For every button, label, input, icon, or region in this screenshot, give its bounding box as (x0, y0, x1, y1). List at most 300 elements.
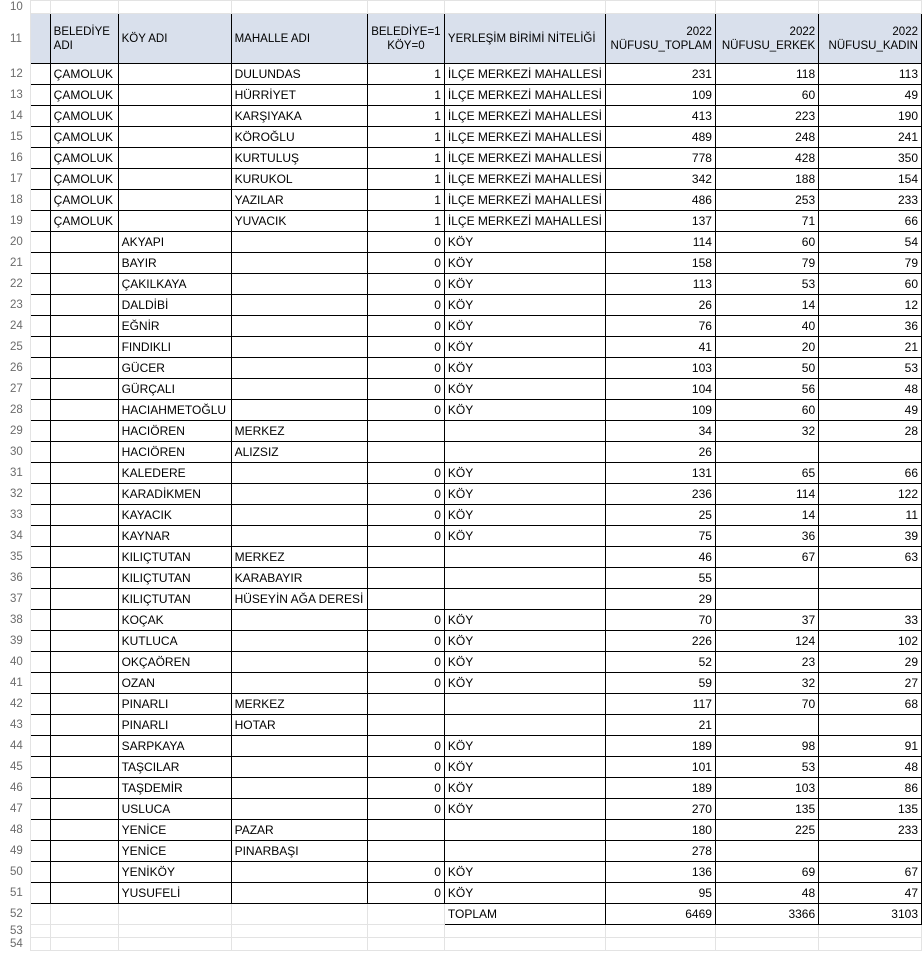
belediye-koy-cell[interactable] (367, 715, 444, 736)
yerlesim-cell[interactable]: İLÇE MERKEZİ MAHALLESİ (444, 106, 605, 127)
cell[interactable] (367, 938, 444, 951)
nufus-erkek-cell[interactable]: 53 (715, 274, 818, 295)
belediye-adi-cell[interactable] (50, 295, 118, 316)
blank-cell[interactable] (31, 316, 50, 337)
blank-cell[interactable] (31, 757, 50, 778)
koy-adi-cell[interactable]: BAYIR (118, 253, 231, 274)
koy-adi-cell[interactable]: YENİCE (118, 841, 231, 862)
mahalle-adi-cell[interactable] (231, 358, 367, 379)
header-koy-adi[interactable]: KÖY ADI (118, 14, 231, 64)
cell[interactable] (118, 925, 231, 938)
nufus-kadin-cell[interactable]: 39 (819, 526, 922, 547)
nufus-kadin-cell[interactable]: 21 (819, 337, 922, 358)
blank-cell[interactable] (31, 358, 50, 379)
nufus-erkek-cell[interactable]: 124 (715, 631, 818, 652)
nufus-toplam-cell[interactable]: 778 (605, 148, 715, 169)
koy-adi-cell[interactable]: KUTLUCA (118, 631, 231, 652)
nufus-kadin-cell[interactable]: 68 (819, 694, 922, 715)
blank-cell[interactable] (31, 526, 50, 547)
blank-cell[interactable] (31, 820, 50, 841)
mahalle-adi-cell[interactable]: HÜRRİYET (231, 85, 367, 106)
yerlesim-cell[interactable] (444, 589, 605, 610)
koy-adi-cell[interactable]: KILIÇTUTAN (118, 568, 231, 589)
nufus-toplam-cell[interactable]: 41 (605, 337, 715, 358)
koy-adi-cell[interactable]: KAYACIK (118, 505, 231, 526)
mahalle-adi-cell[interactable]: KURTULUŞ (231, 148, 367, 169)
belediye-adi-cell[interactable] (50, 232, 118, 253)
yerlesim-cell[interactable]: İLÇE MERKEZİ MAHALLESİ (444, 127, 605, 148)
nufus-toplam-cell[interactable]: 189 (605, 736, 715, 757)
belediye-koy-cell[interactable]: 0 (367, 526, 444, 547)
koy-adi-cell[interactable]: HACIAHMETOĞLU (118, 400, 231, 421)
nufus-erkek-cell[interactable] (715, 568, 818, 589)
yerlesim-cell[interactable]: KÖY (444, 673, 605, 694)
mahalle-adi-cell[interactable] (231, 883, 367, 904)
koy-adi-cell[interactable] (118, 169, 231, 190)
nufus-toplam-cell[interactable]: 104 (605, 379, 715, 400)
koy-adi-cell[interactable]: HACIÖREN (118, 442, 231, 463)
header-nufus-toplam[interactable]: 2022 NÜFUSU_TOPLAM (605, 14, 715, 64)
belediye-adi-cell[interactable]: ÇAMOLUK (50, 169, 118, 190)
nufus-erkek-cell[interactable]: 79 (715, 253, 818, 274)
mahalle-adi-cell[interactable] (231, 274, 367, 295)
koy-adi-cell[interactable]: DALDİBİ (118, 295, 231, 316)
nufus-erkek-cell[interactable] (715, 715, 818, 736)
nufus-toplam-cell[interactable]: 413 (605, 106, 715, 127)
belediye-adi-cell[interactable] (50, 841, 118, 862)
cell[interactable] (444, 925, 605, 938)
koy-adi-cell[interactable]: OZAN (118, 673, 231, 694)
belediye-adi-cell[interactable] (50, 568, 118, 589)
belediye-adi-cell[interactable] (50, 274, 118, 295)
nufus-kadin-cell[interactable]: 48 (819, 757, 922, 778)
nufus-kadin-cell[interactable]: 66 (819, 463, 922, 484)
belediye-koy-cell[interactable]: 0 (367, 883, 444, 904)
blank-cell[interactable] (31, 841, 50, 862)
yerlesim-cell[interactable]: İLÇE MERKEZİ MAHALLESİ (444, 169, 605, 190)
nufus-kadin-cell[interactable]: 102 (819, 631, 922, 652)
nufus-erkek-cell[interactable]: 20 (715, 337, 818, 358)
yerlesim-cell[interactable]: KÖY (444, 274, 605, 295)
belediye-koy-cell[interactable]: 0 (367, 337, 444, 358)
total-erkek[interactable]: 3366 (715, 904, 818, 925)
mahalle-adi-cell[interactable] (231, 673, 367, 694)
belediye-adi-cell[interactable] (50, 757, 118, 778)
blank-cell[interactable] (31, 106, 50, 127)
belediye-adi-cell[interactable] (50, 463, 118, 484)
belediye-adi-cell[interactable] (50, 358, 118, 379)
header-nufus-erkek[interactable]: 2022 NÜFUSU_ERKEK (715, 14, 818, 64)
cell[interactable] (31, 904, 50, 925)
nufus-kadin-cell[interactable]: 49 (819, 85, 922, 106)
blank-cell[interactable] (31, 400, 50, 421)
belediye-koy-cell[interactable]: 1 (367, 64, 444, 85)
yerlesim-cell[interactable]: KÖY (444, 778, 605, 799)
belediye-koy-cell[interactable]: 0 (367, 862, 444, 883)
belediye-adi-cell[interactable] (50, 379, 118, 400)
koy-adi-cell[interactable]: PINARLI (118, 715, 231, 736)
nufus-kadin-cell[interactable]: 48 (819, 379, 922, 400)
belediye-adi-cell[interactable] (50, 652, 118, 673)
blank-cell[interactable] (31, 64, 50, 85)
nufus-erkek-cell[interactable]: 14 (715, 295, 818, 316)
belediye-adi-cell[interactable] (50, 337, 118, 358)
blank-cell[interactable] (31, 442, 50, 463)
cell[interactable] (819, 1, 922, 14)
nufus-kadin-cell[interactable]: 27 (819, 673, 922, 694)
yerlesim-cell[interactable]: KÖY (444, 379, 605, 400)
koy-adi-cell[interactable]: YENİCE (118, 820, 231, 841)
koy-adi-cell[interactable]: KALEDERE (118, 463, 231, 484)
nufus-kadin-cell[interactable]: 233 (819, 190, 922, 211)
total-label[interactable]: TOPLAM (444, 904, 605, 925)
koy-adi-cell[interactable] (118, 106, 231, 127)
belediye-koy-cell[interactable] (367, 568, 444, 589)
blank-cell[interactable] (31, 421, 50, 442)
cell[interactable] (31, 1, 50, 14)
cell[interactable] (118, 938, 231, 951)
belediye-koy-cell[interactable]: 0 (367, 673, 444, 694)
cell[interactable] (231, 938, 367, 951)
blank-cell[interactable] (31, 547, 50, 568)
yerlesim-cell[interactable]: İLÇE MERKEZİ MAHALLESİ (444, 190, 605, 211)
koy-adi-cell[interactable]: KILIÇTUTAN (118, 589, 231, 610)
belediye-koy-cell[interactable]: 1 (367, 190, 444, 211)
mahalle-adi-cell[interactable]: MERKEZ (231, 547, 367, 568)
mahalle-adi-cell[interactable] (231, 778, 367, 799)
nufus-kadin-cell[interactable] (819, 442, 922, 463)
koy-adi-cell[interactable]: GÜRÇALI (118, 379, 231, 400)
koy-adi-cell[interactable] (118, 211, 231, 232)
cell[interactable] (118, 1, 231, 14)
belediye-koy-cell[interactable]: 0 (367, 484, 444, 505)
nufus-kadin-cell[interactable]: 91 (819, 736, 922, 757)
yerlesim-cell[interactable]: İLÇE MERKEZİ MAHALLESİ (444, 64, 605, 85)
nufus-erkek-cell[interactable]: 32 (715, 421, 818, 442)
nufus-toplam-cell[interactable]: 101 (605, 757, 715, 778)
koy-adi-cell[interactable]: SARPKAYA (118, 736, 231, 757)
mahalle-adi-cell[interactable] (231, 400, 367, 421)
mahalle-adi-cell[interactable]: ALIZSIZ (231, 442, 367, 463)
belediye-adi-cell[interactable] (50, 400, 118, 421)
nufus-toplam-cell[interactable]: 489 (605, 127, 715, 148)
nufus-kadin-cell[interactable] (819, 589, 922, 610)
blank-cell[interactable] (31, 379, 50, 400)
cell[interactable] (819, 938, 922, 951)
blank-cell[interactable] (31, 85, 50, 106)
koy-adi-cell[interactable]: YUSUFELİ (118, 883, 231, 904)
cell[interactable] (50, 1, 118, 14)
mahalle-adi-cell[interactable] (231, 505, 367, 526)
belediye-adi-cell[interactable] (50, 526, 118, 547)
mahalle-adi-cell[interactable] (231, 631, 367, 652)
nufus-kadin-cell[interactable]: 241 (819, 127, 922, 148)
koy-adi-cell[interactable]: EĞNİR (118, 316, 231, 337)
cell[interactable] (715, 1, 818, 14)
mahalle-adi-cell[interactable] (231, 379, 367, 400)
mahalle-adi-cell[interactable] (231, 316, 367, 337)
mahalle-adi-cell[interactable] (231, 757, 367, 778)
yerlesim-cell[interactable]: KÖY (444, 610, 605, 631)
belediye-adi-cell[interactable] (50, 547, 118, 568)
blank-cell[interactable] (31, 295, 50, 316)
belediye-koy-cell[interactable]: 0 (367, 274, 444, 295)
mahalle-adi-cell[interactable] (231, 652, 367, 673)
nufus-toplam-cell[interactable]: 34 (605, 421, 715, 442)
blank-cell[interactable] (31, 568, 50, 589)
blank-cell[interactable] (31, 253, 50, 274)
yerlesim-cell[interactable]: KÖY (444, 526, 605, 547)
nufus-toplam-cell[interactable]: 70 (605, 610, 715, 631)
cell[interactable] (444, 938, 605, 951)
nufus-erkek-cell[interactable]: 40 (715, 316, 818, 337)
belediye-koy-cell[interactable] (367, 694, 444, 715)
cell[interactable] (50, 925, 118, 938)
yerlesim-cell[interactable]: KÖY (444, 799, 605, 820)
koy-adi-cell[interactable]: KILIÇTUTAN (118, 547, 231, 568)
belediye-koy-cell[interactable] (367, 820, 444, 841)
nufus-erkek-cell[interactable]: 188 (715, 169, 818, 190)
mahalle-adi-cell[interactable] (231, 295, 367, 316)
nufus-erkek-cell[interactable]: 428 (715, 148, 818, 169)
nufus-toplam-cell[interactable]: 486 (605, 190, 715, 211)
nufus-kadin-cell[interactable]: 113 (819, 64, 922, 85)
nufus-kadin-cell[interactable]: 63 (819, 547, 922, 568)
total-kadin[interactable]: 3103 (819, 904, 922, 925)
nufus-erkek-cell[interactable]: 69 (715, 862, 818, 883)
belediye-koy-cell[interactable]: 1 (367, 127, 444, 148)
header-belediye-koy[interactable]: BELEDİYE=1 KÖY=0 (367, 14, 444, 64)
mahalle-adi-cell[interactable]: MERKEZ (231, 694, 367, 715)
nufus-toplam-cell[interactable]: 137 (605, 211, 715, 232)
nufus-toplam-cell[interactable]: 75 (605, 526, 715, 547)
nufus-toplam-cell[interactable]: 114 (605, 232, 715, 253)
nufus-kadin-cell[interactable]: 49 (819, 400, 922, 421)
belediye-adi-cell[interactable] (50, 883, 118, 904)
nufus-kadin-cell[interactable]: 233 (819, 820, 922, 841)
nufus-toplam-cell[interactable]: 26 (605, 295, 715, 316)
cell[interactable] (50, 904, 118, 925)
nufus-kadin-cell[interactable]: 135 (819, 799, 922, 820)
mahalle-adi-cell[interactable] (231, 232, 367, 253)
belediye-koy-cell[interactable] (367, 841, 444, 862)
blank-cell[interactable] (31, 190, 50, 211)
yerlesim-cell[interactable] (444, 715, 605, 736)
nufus-erkek-cell[interactable]: 56 (715, 379, 818, 400)
belediye-koy-cell[interactable] (367, 442, 444, 463)
nufus-toplam-cell[interactable]: 117 (605, 694, 715, 715)
yerlesim-cell[interactable]: KÖY (444, 358, 605, 379)
nufus-kadin-cell[interactable]: 11 (819, 505, 922, 526)
blank-cell[interactable] (31, 610, 50, 631)
belediye-adi-cell[interactable] (50, 421, 118, 442)
blank-cell[interactable] (31, 505, 50, 526)
nufus-toplam-cell[interactable]: 231 (605, 64, 715, 85)
mahalle-adi-cell[interactable]: HOTAR (231, 715, 367, 736)
blank-cell[interactable] (31, 232, 50, 253)
yerlesim-cell[interactable]: KÖY (444, 505, 605, 526)
belediye-koy-cell[interactable]: 0 (367, 505, 444, 526)
nufus-kadin-cell[interactable] (819, 841, 922, 862)
nufus-toplam-cell[interactable]: 29 (605, 589, 715, 610)
belediye-koy-cell[interactable]: 0 (367, 610, 444, 631)
belediye-koy-cell[interactable]: 0 (367, 400, 444, 421)
belediye-adi-cell[interactable] (50, 316, 118, 337)
belediye-koy-cell[interactable]: 0 (367, 778, 444, 799)
nufus-erkek-cell[interactable]: 48 (715, 883, 818, 904)
belediye-adi-cell[interactable]: ÇAMOLUK (50, 190, 118, 211)
nufus-toplam-cell[interactable]: 236 (605, 484, 715, 505)
mahalle-adi-cell[interactable]: MERKEZ (231, 421, 367, 442)
cell[interactable] (31, 925, 50, 938)
nufus-erkek-cell[interactable]: 223 (715, 106, 818, 127)
nufus-toplam-cell[interactable]: 113 (605, 274, 715, 295)
nufus-toplam-cell[interactable]: 59 (605, 673, 715, 694)
belediye-koy-cell[interactable]: 0 (367, 736, 444, 757)
mahalle-adi-cell[interactable] (231, 526, 367, 547)
header-blank-cell[interactable] (31, 14, 50, 64)
mahalle-adi-cell[interactable] (231, 799, 367, 820)
nufus-erkek-cell[interactable]: 50 (715, 358, 818, 379)
blank-cell[interactable] (31, 652, 50, 673)
blank-cell[interactable] (31, 631, 50, 652)
blank-cell[interactable] (31, 484, 50, 505)
koy-adi-cell[interactable] (118, 64, 231, 85)
koy-adi-cell[interactable]: TAŞCILAR (118, 757, 231, 778)
belediye-koy-cell[interactable]: 1 (367, 211, 444, 232)
nufus-erkek-cell[interactable]: 118 (715, 64, 818, 85)
belediye-koy-cell[interactable] (367, 547, 444, 568)
yerlesim-cell[interactable]: KÖY (444, 652, 605, 673)
yerlesim-cell[interactable] (444, 568, 605, 589)
header-mahalle-adi[interactable]: MAHALLE ADI (231, 14, 367, 64)
nufus-kadin-cell[interactable]: 122 (819, 484, 922, 505)
nufus-erkek-cell[interactable] (715, 442, 818, 463)
blank-cell[interactable] (31, 778, 50, 799)
nufus-erkek-cell[interactable]: 60 (715, 400, 818, 421)
koy-adi-cell[interactable]: ÇAKILKAYA (118, 274, 231, 295)
belediye-koy-cell[interactable]: 0 (367, 253, 444, 274)
nufus-kadin-cell[interactable]: 53 (819, 358, 922, 379)
nufus-toplam-cell[interactable]: 109 (605, 85, 715, 106)
nufus-toplam-cell[interactable]: 226 (605, 631, 715, 652)
mahalle-adi-cell[interactable] (231, 862, 367, 883)
belediye-adi-cell[interactable] (50, 610, 118, 631)
nufus-erkek-cell[interactable]: 14 (715, 505, 818, 526)
header-belediye-adi[interactable]: BELEDİYE ADI (50, 14, 118, 64)
nufus-erkek-cell[interactable]: 36 (715, 526, 818, 547)
belediye-koy-cell[interactable]: 0 (367, 631, 444, 652)
cell[interactable] (367, 904, 444, 925)
nufus-erkek-cell[interactable]: 70 (715, 694, 818, 715)
koy-adi-cell[interactable]: AKYAPI (118, 232, 231, 253)
nufus-erkek-cell[interactable] (715, 589, 818, 610)
blank-cell[interactable] (31, 736, 50, 757)
nufus-kadin-cell[interactable]: 60 (819, 274, 922, 295)
belediye-koy-cell[interactable]: 1 (367, 106, 444, 127)
nufus-erkek-cell[interactable]: 37 (715, 610, 818, 631)
nufus-kadin-cell[interactable]: 67 (819, 862, 922, 883)
yerlesim-cell[interactable]: KÖY (444, 400, 605, 421)
blank-cell[interactable] (31, 127, 50, 148)
nufus-toplam-cell[interactable]: 180 (605, 820, 715, 841)
yerlesim-cell[interactable]: KÖY (444, 736, 605, 757)
nufus-toplam-cell[interactable]: 342 (605, 169, 715, 190)
belediye-adi-cell[interactable] (50, 253, 118, 274)
blank-cell[interactable] (31, 169, 50, 190)
belediye-adi-cell[interactable] (50, 778, 118, 799)
yerlesim-cell[interactable]: KÖY (444, 337, 605, 358)
mahalle-adi-cell[interactable]: KURUKOL (231, 169, 367, 190)
belediye-adi-cell[interactable] (50, 694, 118, 715)
blank-cell[interactable] (31, 148, 50, 169)
mahalle-adi-cell[interactable]: KÖROĞLU (231, 127, 367, 148)
nufus-toplam-cell[interactable]: 158 (605, 253, 715, 274)
cell[interactable] (31, 938, 50, 951)
yerlesim-cell[interactable]: KÖY (444, 631, 605, 652)
nufus-kadin-cell[interactable]: 66 (819, 211, 922, 232)
nufus-erkek-cell[interactable]: 53 (715, 757, 818, 778)
cell[interactable] (118, 904, 231, 925)
belediye-koy-cell[interactable]: 1 (367, 85, 444, 106)
belediye-adi-cell[interactable] (50, 715, 118, 736)
blank-cell[interactable] (31, 883, 50, 904)
mahalle-adi-cell[interactable]: KARŞIYAKA (231, 106, 367, 127)
mahalle-adi-cell[interactable] (231, 484, 367, 505)
header-yerlesim[interactable]: YERLEŞİM BİRİMİ NİTELİĞİ (444, 14, 605, 64)
nufus-toplam-cell[interactable]: 136 (605, 862, 715, 883)
yerlesim-cell[interactable]: İLÇE MERKEZİ MAHALLESİ (444, 211, 605, 232)
nufus-kadin-cell[interactable] (819, 568, 922, 589)
koy-adi-cell[interactable] (118, 190, 231, 211)
nufus-erkek-cell[interactable]: 253 (715, 190, 818, 211)
cell[interactable] (231, 925, 367, 938)
koy-adi-cell[interactable]: YENİKÖY (118, 862, 231, 883)
nufus-toplam-cell[interactable]: 131 (605, 463, 715, 484)
blank-cell[interactable] (31, 274, 50, 295)
nufus-erkek-cell[interactable]: 248 (715, 127, 818, 148)
cell[interactable] (605, 938, 715, 951)
belediye-adi-cell[interactable] (50, 505, 118, 526)
mahalle-adi-cell[interactable]: YUVACIK (231, 211, 367, 232)
cell[interactable] (605, 1, 715, 14)
cell[interactable] (50, 938, 118, 951)
belediye-koy-cell[interactable]: 0 (367, 652, 444, 673)
mahalle-adi-cell[interactable]: HÜSEYİN AĞA DERESİ (231, 589, 367, 610)
blank-cell[interactable] (31, 799, 50, 820)
nufus-toplam-cell[interactable]: 103 (605, 358, 715, 379)
koy-adi-cell[interactable] (118, 85, 231, 106)
blank-cell[interactable] (31, 463, 50, 484)
nufus-erkek-cell[interactable]: 114 (715, 484, 818, 505)
yerlesim-cell[interactable]: KÖY (444, 757, 605, 778)
cell[interactable] (231, 1, 367, 14)
blank-cell[interactable] (31, 337, 50, 358)
belediye-koy-cell[interactable]: 1 (367, 148, 444, 169)
mahalle-adi-cell[interactable]: YAZILAR (231, 190, 367, 211)
nufus-kadin-cell[interactable]: 350 (819, 148, 922, 169)
yerlesim-cell[interactable]: KÖY (444, 862, 605, 883)
belediye-adi-cell[interactable] (50, 484, 118, 505)
mahalle-adi-cell[interactable]: PAZAR (231, 820, 367, 841)
nufus-erkek-cell[interactable]: 60 (715, 232, 818, 253)
mahalle-adi-cell[interactable] (231, 463, 367, 484)
yerlesim-cell[interactable]: KÖY (444, 883, 605, 904)
belediye-koy-cell[interactable]: 0 (367, 757, 444, 778)
mahalle-adi-cell[interactable] (231, 610, 367, 631)
nufus-kadin-cell[interactable]: 79 (819, 253, 922, 274)
belediye-adi-cell[interactable] (50, 442, 118, 463)
